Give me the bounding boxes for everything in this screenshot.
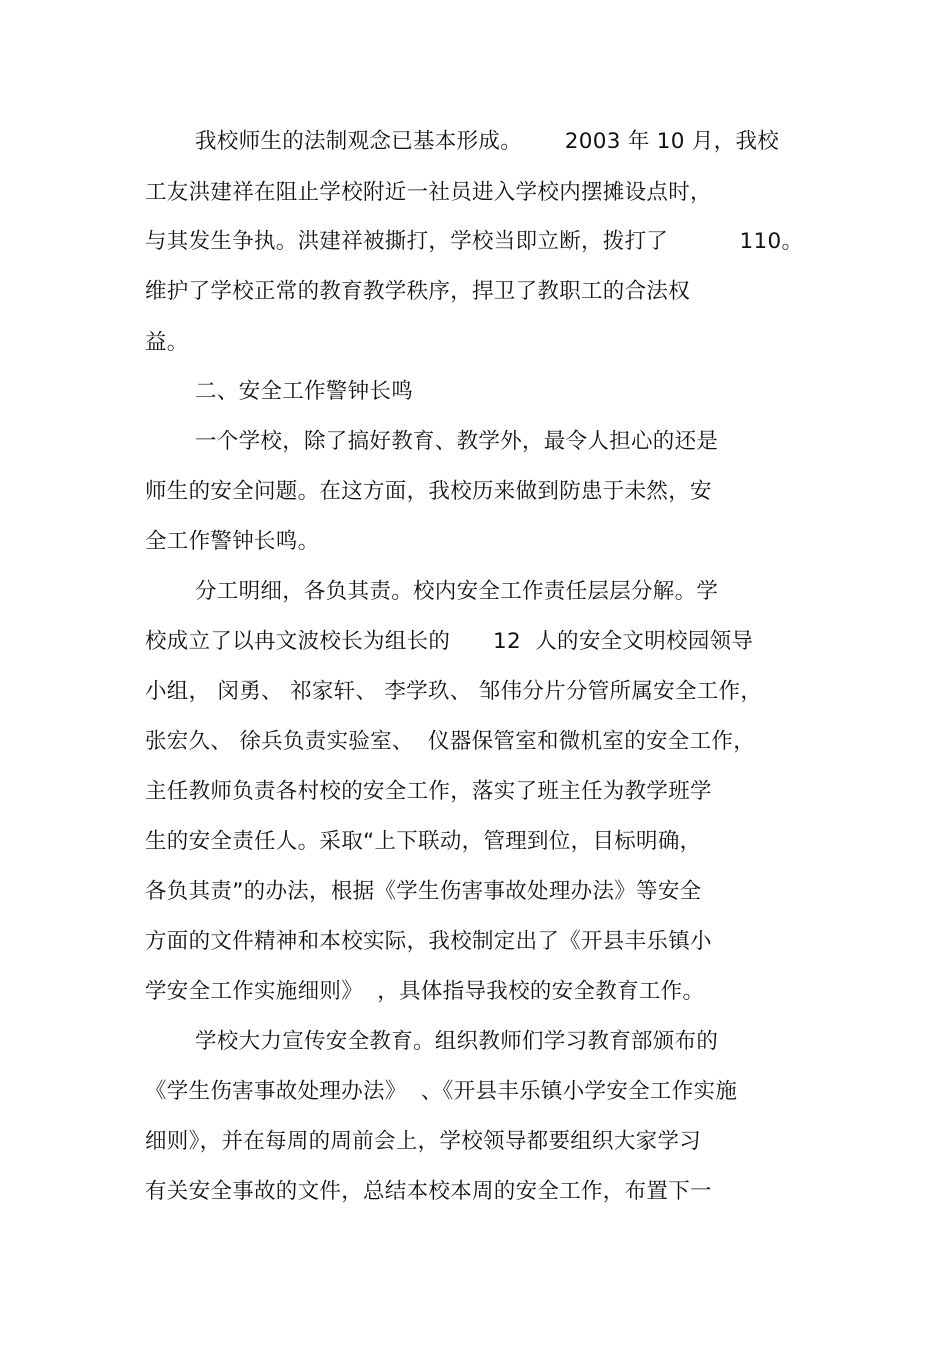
text-line: 张宏久、 徐兵负责实验室、 仪器保管室和微机室的安全工作， — [145, 729, 756, 754]
text-line: 细则》，并在每周的周前会上，学校领导都要组织大家学习 — [145, 1129, 702, 1154]
text-line: 分工明细，各负其责。校内安全工作责任层层分解。学 — [195, 579, 719, 604]
text-line: 我校师生的法制观念已基本形成。 2003 年 10 月，我校 — [195, 129, 780, 154]
text-line: 主任教师负责各村校的安全工作，落实了班主任为教学班学 — [145, 779, 712, 804]
text-line: 有关安全事故的文件，总结本校本周的安全工作，布置下一 — [145, 1179, 712, 1204]
text-line: 小组， 闵勇、 祁家轩、 李学玖、 邹伟分片分管所属安全工作， — [145, 679, 763, 704]
text-line: 与其发生争执。洪建祥被撕打，学校当即立断，拨打了 110。 — [145, 229, 804, 254]
text-line: 学安全工作实施细则》 ，具体指导我校的安全教育工作。 — [145, 979, 705, 1004]
text-line: 《学生伤害事故处理办法》 、《开县丰乐镇小学安全工作实施 — [145, 1079, 738, 1104]
text-line: 维护了学校正常的教育教学秩序，捍卫了教职工的合法权 — [145, 279, 691, 304]
text-line: 校成立了以冉文波校长为组长的 12 人的安全文明校园领导 — [145, 629, 754, 654]
text-line: 方面的文件精神和本校实际，我校制定出了《开县丰乐镇小 — [145, 929, 712, 954]
text-line: 全工作警钟长鸣。 — [145, 529, 320, 554]
text-line: 学校大力宣传安全教育。组织教师们学习教育部颁布的 — [195, 1029, 719, 1054]
text-line: 益。 — [145, 330, 189, 355]
text-line: 生的安全责任人。采取“上下联动，管理到位，目标明确， — [145, 829, 702, 854]
text-line: 师生的安全问题。在这方面，我校历来做到防患于未然，安 — [145, 479, 712, 504]
text-line: 一个学校，除了搞好教育、教学外，最令人担心的还是 — [195, 429, 719, 454]
text-line: 工友洪建祥在阻止学校附近一社员进入学校内摆摊设点时， — [145, 180, 712, 205]
section-heading: 二、安全工作警钟长鸣 — [195, 379, 414, 404]
text-line: 各负其责”的办法，根据《学生伤害事故处理办法》等安全 — [145, 879, 702, 904]
